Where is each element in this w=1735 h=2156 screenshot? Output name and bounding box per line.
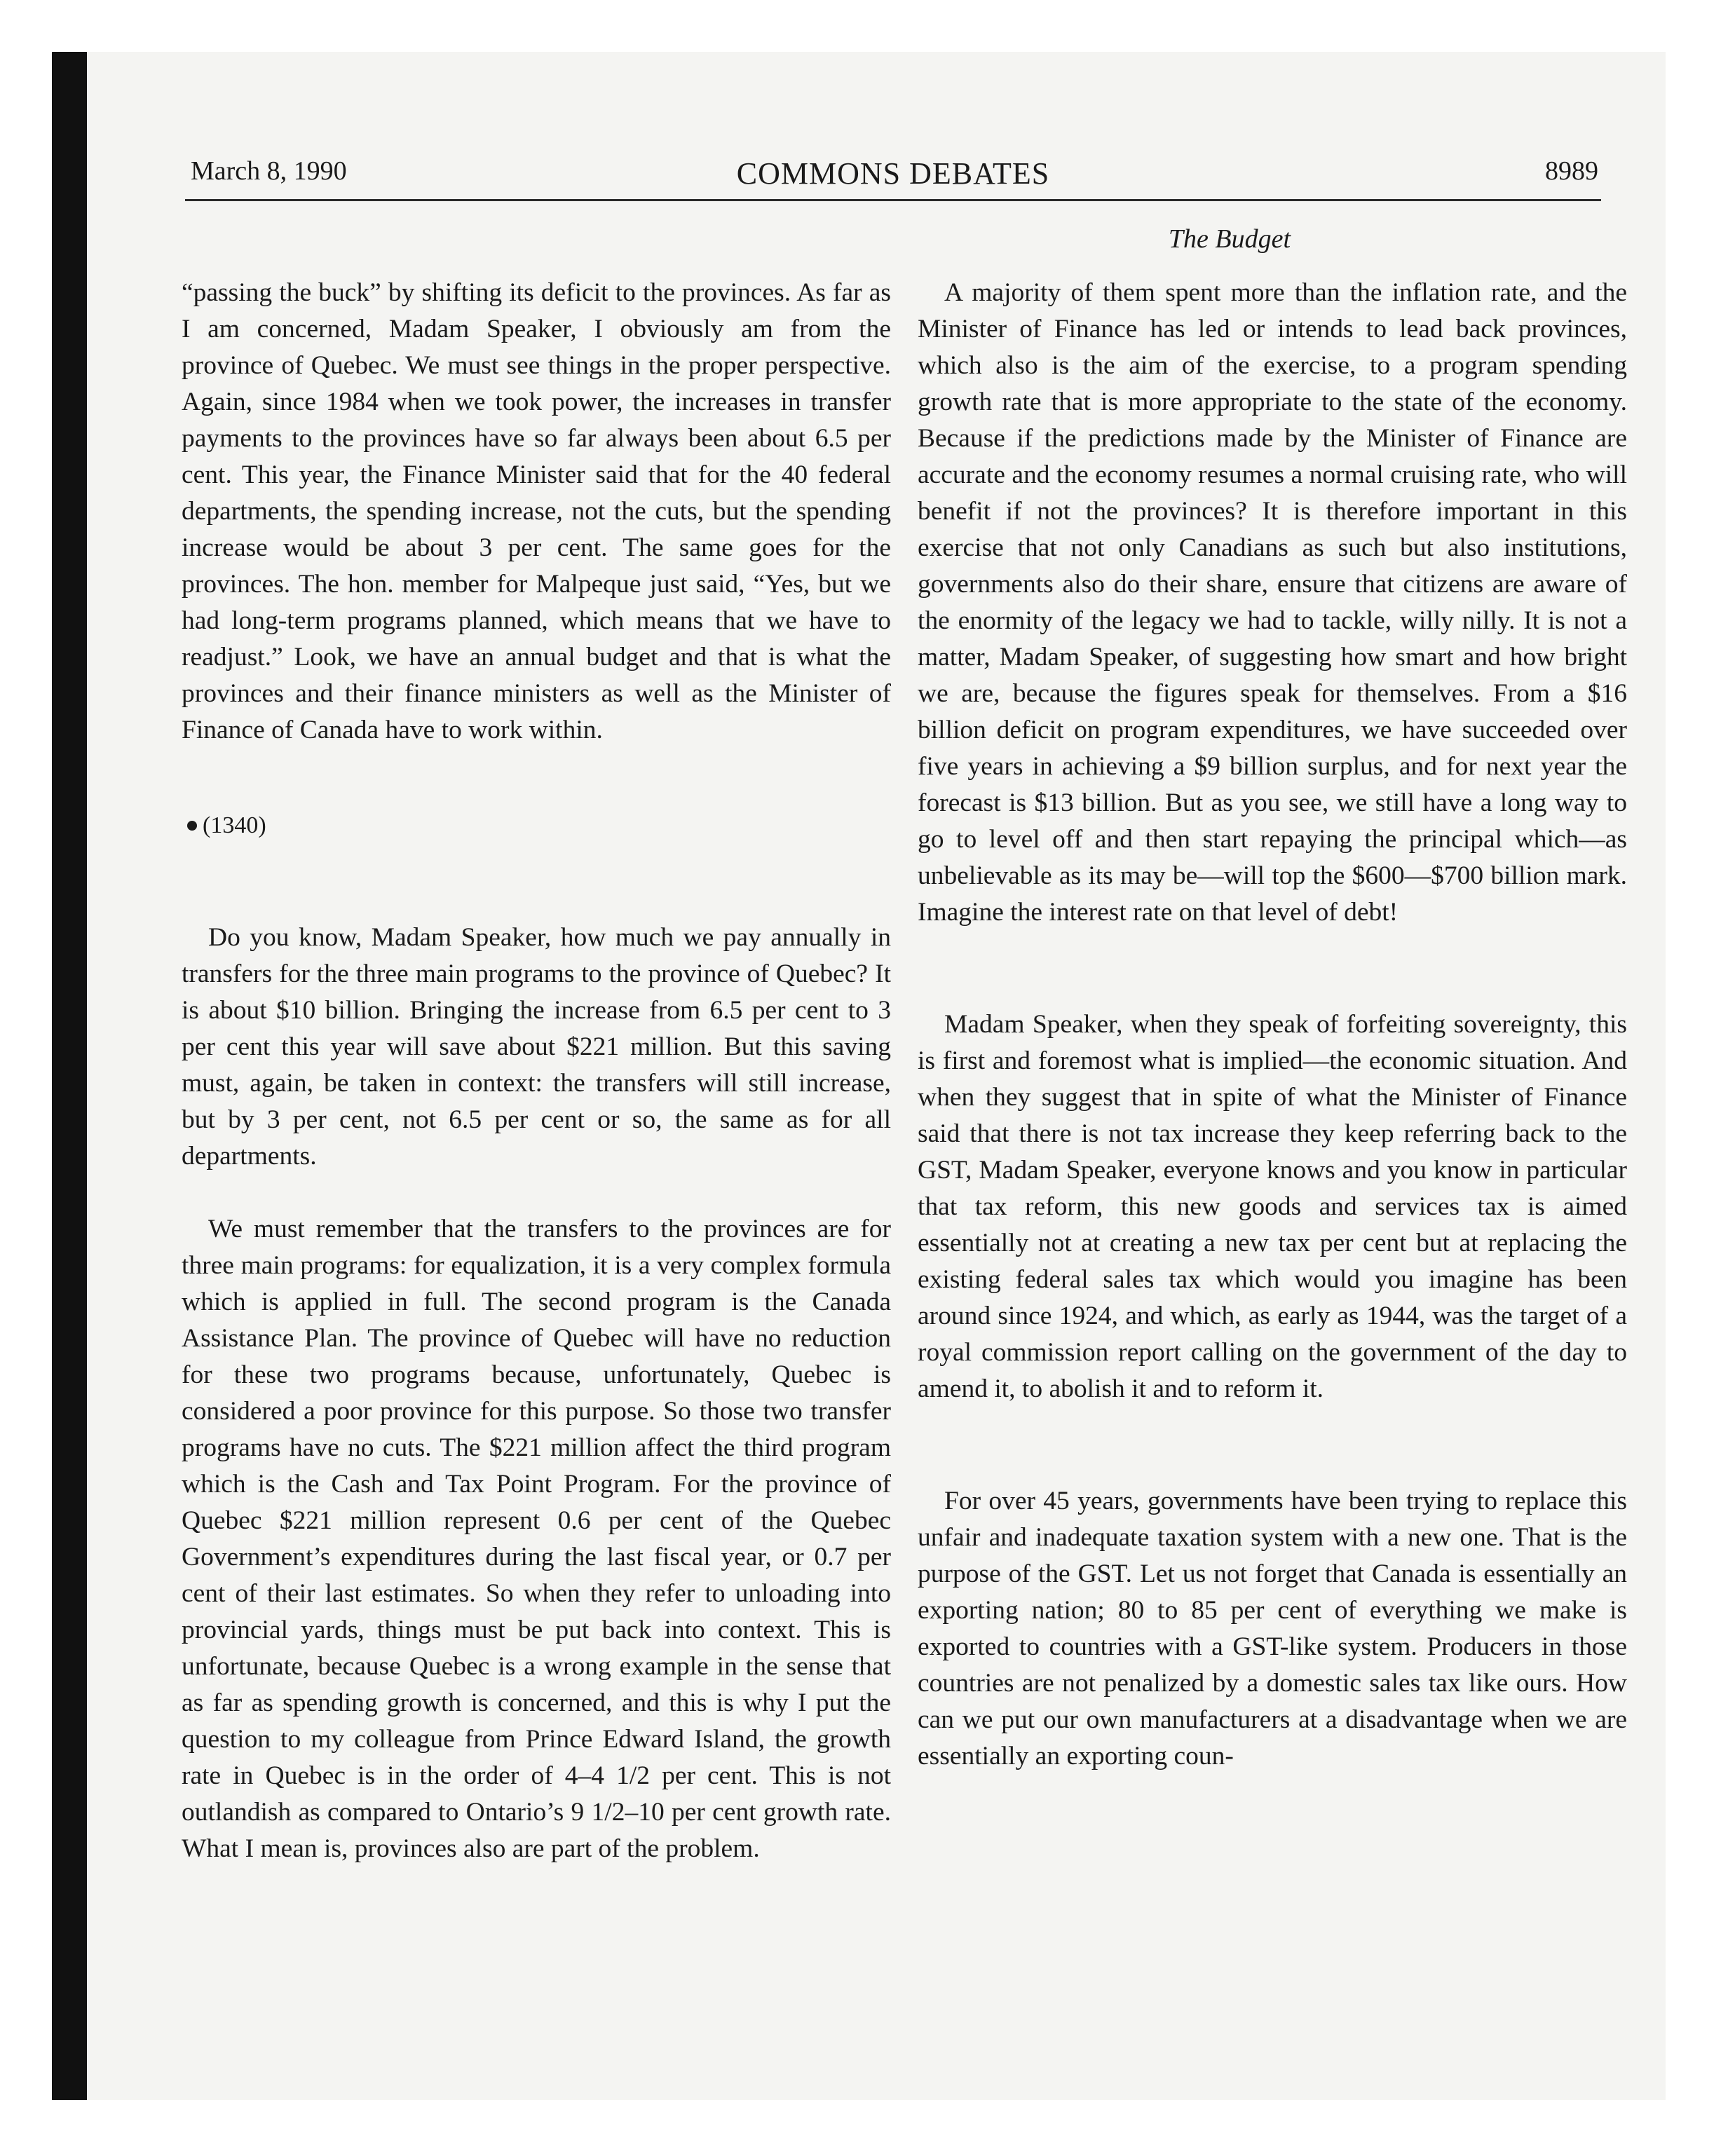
time-marker-label: (1340) [203, 812, 266, 838]
bullet-icon [187, 821, 197, 831]
left-paragraph-1: “passing the buck” by shifting its deficit to the provinces. As far as I am concerned, Madam Speaker, I obviously am from the province of Quebec. We must see things in the proper perspective. Again, since 1984 when we took power, the increases in transfer payments to the provinces have so far always been about 6.5 per cent. This year, the Finance Minister said that for the 40 federal departments, the spending increase, not the cuts, but the spending increase would be about 3 per cent. The same goes for the provinces. The hon. member for Malpeque just said, “Yes, but we had long-term programs planned, which means that we have to readjust.” Look, we have an annual budget and that is what the provinces and their finance ministers as well as the Minister of Finance of Canada have to work within. [182, 278, 891, 744]
right-paragraph-3: For over 45 years, governments have been trying to replace this unfair and inadequate taxation system with a new one. That is the purpose of the GST. Let us not forget that Canada is essentially an exporting nation; 80 to 85 per cent of everything we make is exported to countries with a GST-like system. Producers in those countries are not penalized by a domestic sales tax like ours. How can we put our own manufacturers at a disadvantage when we are essentially an exporting coun- [918, 1487, 1627, 1770]
running-header [185, 143, 1601, 201]
scanned-page [52, 52, 1666, 2100]
right-paragraph-1: A majority of them spent more than the inflation rate, and the Minister of Finance has led or intends to lead back provinces, which also is the aim of the exercise, to a program spending growth rate that is more appropriate to the state of the economy. Because if the predictions made by the Minister of Finance are accurate and the economy resumes a normal cruising rate, who will benefit if not the provinces? It is therefore important in this exercise that not only Canadians as such but also institutions, governments also do their share, ensure that citizens are aware of the enormity of the legacy we had to tackle, willy nilly. It is not a matter, Madam Speaker, of suggesting how smart and how bright we are, because the figures speak for themselves. From a $16 billion deficit on program expenditures, we have succeeded over five years in achieving a $9 billion surplus, and for next year the forecast is $13 billion. But as you see, we still have a long way to go to level off and then start repaying the principal which—as unbelievable as its may be—will top the $600—$700 billion mark. Imagine the interest rate on that level of debt! [918, 278, 1627, 927]
binding-edge [52, 52, 87, 2100]
left-column [182, 275, 891, 1867]
header-date: March 8, 1990 [191, 156, 347, 186]
header-page-number: 8989 [1545, 156, 1598, 186]
right-paragraph-2: Madam Speaker, when they speak of forfeiting sovereignty, this is first and foremost what is implied—the economic situation. And when they suggest that in spite of what the Minister of Finance said that there is not tax increase they keep referring back to the GST, Madam Speaker, everyone knows and you know in particular that tax reform, this new goods and services tax is aimed essentially not at creating a new tax per cent but at replacing the existing federal sales tax which would you imagine has been around since 1924, and which, as early as 1944, was the target of a royal commission report calling on the government of the day to amend it, to abolish it and to reform it. [918, 1010, 1627, 1403]
right-column [918, 275, 1627, 1775]
time-marker [182, 807, 891, 844]
left-paragraph-3: We must remember that the transfers to the provinces are for three main programs: for equalization, it is a very complex formula which is applied in full. The second program is the Canada Assistance Plan. The province of Quebec will have no reduction for these two programs because, unfortunately, Quebec is considered a poor province for this purpose. So those two transfer programs have no cuts. The $221 million affect the third program which is the Cash and Tax Point Program. For the province of Quebec $221 million represent 0.6 per cent of the Quebec Government’s expenditures during the last fiscal year, or 0.7 per cent of their last estimates. So when they refer to unloading into provincial yards, things must be put back into context. This is unfortunate, because Quebec is a wrong example in the sense that as far as spending growth is concerned, and this is why I put the question to my colleague from Prince Edward Island, the growth rate in Quebec is in the order of 4–4 1/2 per cent. This is not outlandish as compared to Ontario’s 9 1/2–10 per cent growth rate. What I mean is, provinces also are part of the problem. [182, 1215, 891, 1863]
left-paragraph-2: Do you know, Madam Speaker, how much we pay annually in transfers for the three main programs to the province of Quebec? It is about $10 billion. Bringing the increase from 6.5 per cent to 3 per cent this year will save about $221 million. But this saving must, again, be taken in context: the transfers will still increase, but by 3 per cent, not 6.5 per cent or so, the same as for all departments. [182, 923, 891, 1171]
header-publication: COMMONS DEBATES [736, 156, 1050, 191]
section-title: The Budget [1168, 224, 1291, 254]
